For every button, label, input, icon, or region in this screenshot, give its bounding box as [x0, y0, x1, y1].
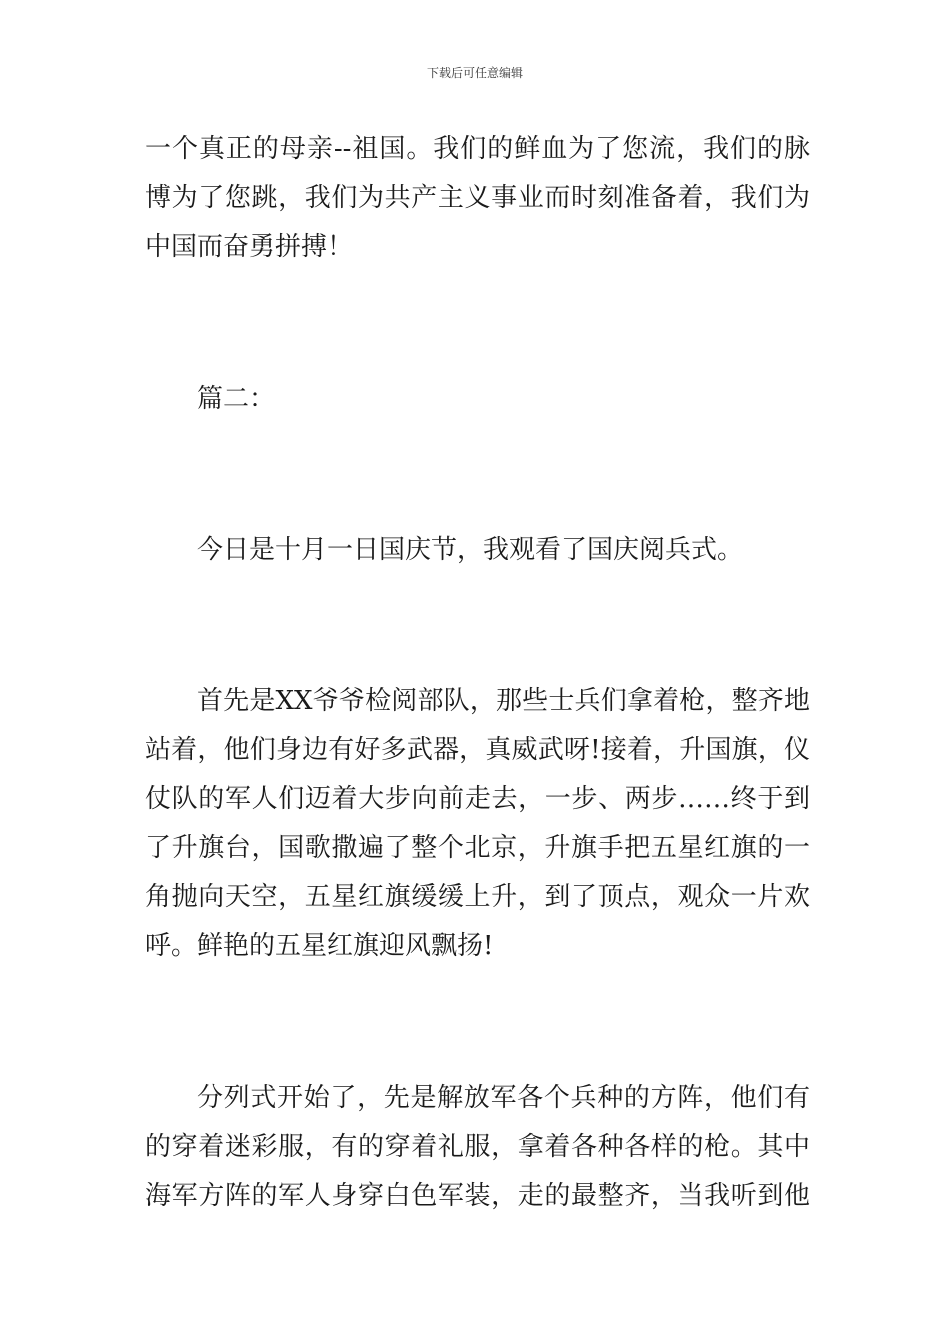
paragraph-4-line-2: 的穿着迷彩服，有的穿着礼服，拿着各种各样的枪。其中: [145, 1132, 810, 1162]
section-heading: 篇二：: [197, 384, 276, 414]
paragraph-3-line-2: 站着，他们身边有好多武器，真威武呀!接着，升国旗，仪: [145, 735, 810, 765]
paragraph-3-line-6: 呼。鲜艳的五星红旗迎风飘扬!: [145, 931, 494, 961]
paragraph-1-line-3: 中国而奋勇拼搏！: [145, 232, 354, 262]
paragraph-3-line-5: 角抛向天空，五星红旗缓缓上升，到了顶点，观众一片欢: [145, 882, 810, 912]
page-header-note: 下载后可任意编辑: [426, 66, 523, 80]
paragraph-3-line-1: 首先是XX爷爷检阅部队，那些士兵们拿着枪，整齐地: [197, 686, 810, 716]
paragraph-1-line-2: 博为了您跳，我们为共产主义事业而时刻准备着，我们为: [145, 183, 810, 213]
paragraph-4-line-1: 分列式开始了，先是解放军各个兵种的方阵，他们有: [197, 1083, 810, 1113]
paragraph-3-line-4: 了升旗台，国歌撒遍了整个北京，升旗手把五星红旗的一: [145, 833, 810, 863]
paragraph-3-line-3: 仗队的军人们迈着大步向前走去，一步、两步……终于到: [145, 784, 810, 814]
paragraph-2-line-1: 今日是十月一日国庆节，我观看了国庆阅兵式。: [197, 535, 744, 565]
paragraph-4-line-3: 海军方阵的军人身穿白色军装，走的最整齐，当我听到他: [145, 1181, 810, 1211]
paragraph-1-line-1: 一个真正的母亲--祖国。我们的鲜血为了您流，我们的脉: [145, 134, 810, 164]
